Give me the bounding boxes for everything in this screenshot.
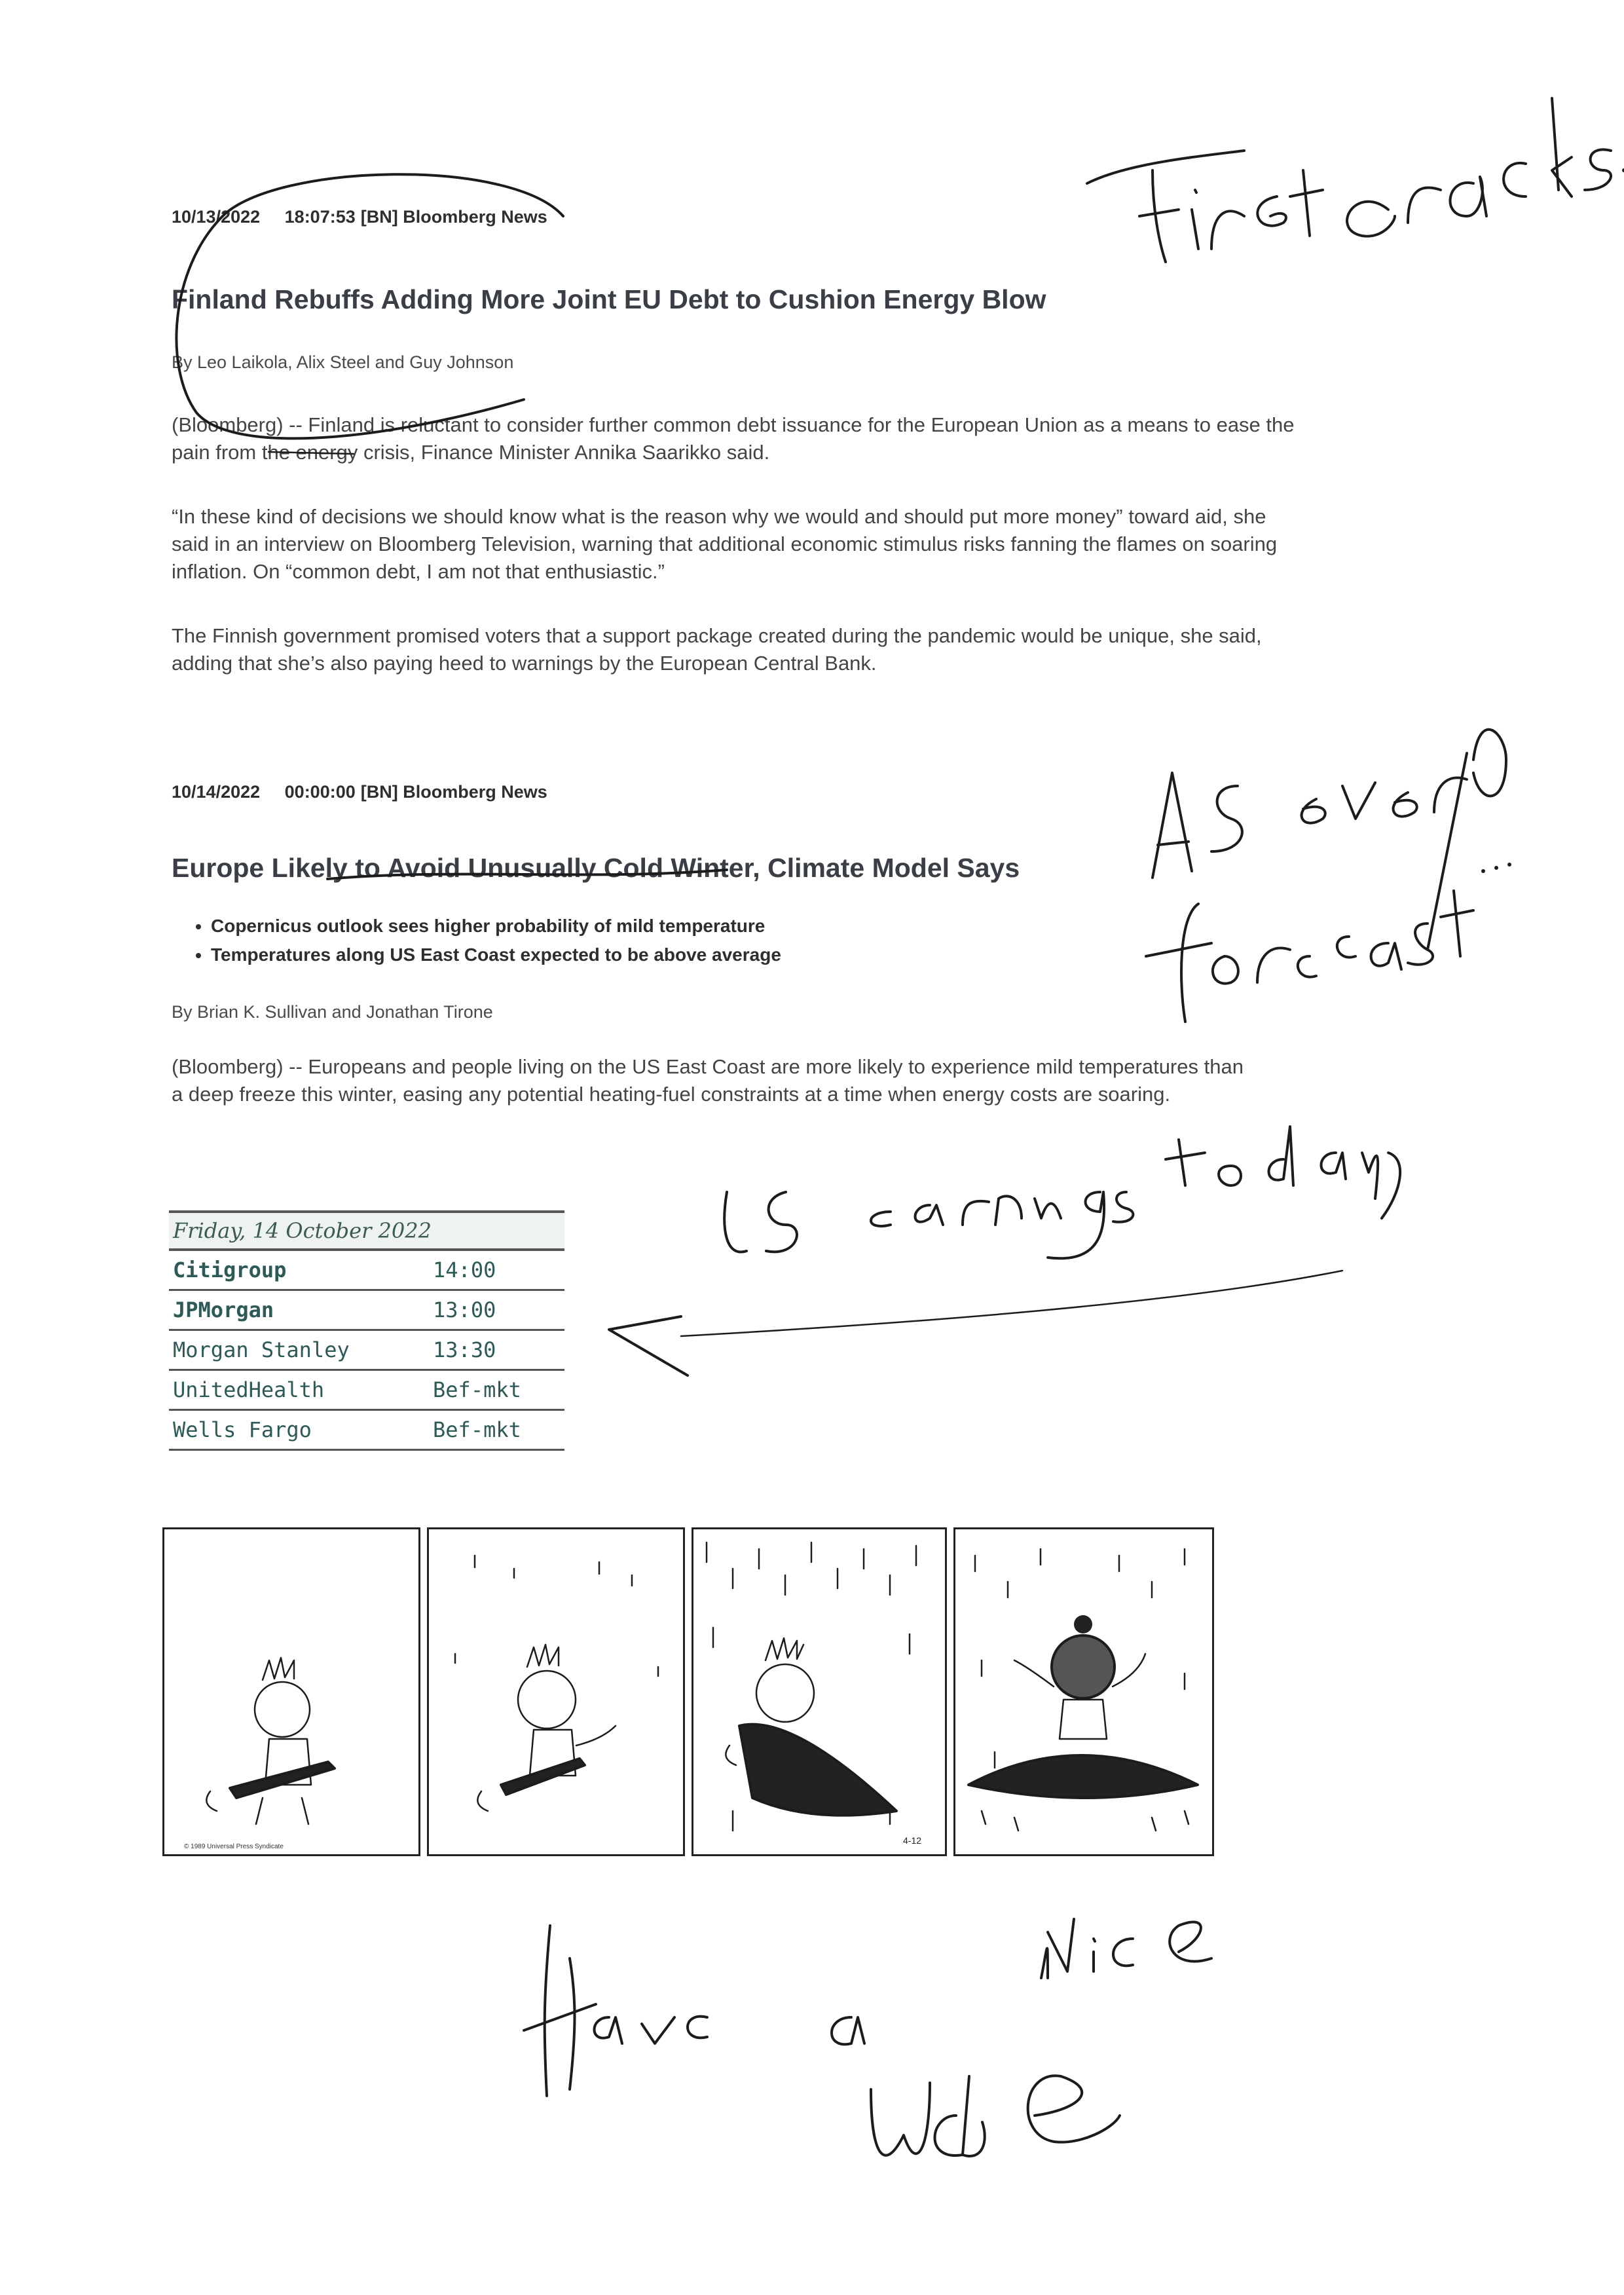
article1-date: 10/13/2022 (172, 207, 261, 227)
article2-time: 00:00:00 (284, 782, 356, 802)
comic-panel-1 (162, 1527, 420, 1856)
article1-dateline (172, 207, 567, 227)
time-cell: Bef-mkt (429, 1370, 564, 1410)
article1-paragraph-3: The Finnish government promised voters that a support package created during the pandemic would be unique, she said, adding that she’s also paying heed to warnings by the European Central Bank. (172, 624, 1262, 675)
table-row (169, 1250, 564, 1290)
article1-source: [BN] Bloomberg News (360, 207, 547, 227)
time-cell: 14:00 (429, 1250, 564, 1290)
note-first-cracks (1087, 98, 1624, 262)
comic-panel-2 (427, 1527, 685, 1856)
table-row (169, 1370, 564, 1410)
earnings-calendar-date: Friday, 14 October 2022 (169, 1212, 564, 1250)
comic-figure-icon (429, 1529, 683, 1854)
article2-bullet-2: • Temperatures along US East Coast expected to be above average (211, 944, 781, 965)
company-cell: Wells Fargo (169, 1410, 429, 1450)
article2-byline: By Brian K. Sullivan and Jonathan Tirone (172, 1002, 493, 1022)
note-us-earnings-today (609, 1127, 1400, 1375)
company-cell: Morgan Stanley (169, 1330, 429, 1370)
article1-paragraph-2: “In these kind of decisions we should know what is the reason why we would and should put more money” toward aid, she said in an interview on Bloomberg Television, warning that additional economic stimulus risks fanning the flames on soaring inflation. On “common debt, I am not that enthusiastic.” (172, 505, 1278, 583)
comic-date-mark: 4-12 (903, 1835, 922, 1846)
table-row (169, 1410, 564, 1450)
time-cell: 13:30 (429, 1330, 564, 1370)
article2-bullet-1: • Copernicus outlook sees higher probability of mild temperature (211, 916, 781, 937)
comic-panel-3 (692, 1527, 947, 1856)
comic-copyright: © 1989 Universal Press Syndicate (184, 1843, 284, 1850)
article1-byline: By Leo Laikola, Alix Steel and Guy Johnson (172, 352, 514, 372)
table-row (169, 1330, 564, 1370)
time-cell: 13:00 (429, 1290, 564, 1330)
article2-paragraph-1: (Bloomberg) -- Europeans and people living on the US East Coast are more likely to experience mild temperatures than a deep freeze this winter, easing any potential heating-fuel constraints at a time when energy costs are soaring. (172, 1055, 1244, 1106)
article1-paragraph-1: (Bloomberg) -- Finland is reluctant to consider further common debt issuance for the European Union as a means to ease the pain from the energy crisis, Finance Minister Annika Saarikko said. (172, 413, 1295, 464)
article2-dateline (172, 782, 567, 802)
comic-figure-icon (693, 1529, 945, 1854)
article1-time: 18:07:53 (284, 207, 356, 227)
article2-bullets (172, 916, 781, 973)
article2-date: 10/14/2022 (172, 782, 261, 802)
time-cell: Bef-mkt (429, 1410, 564, 1450)
company-cell: Citigroup (169, 1250, 429, 1290)
table-row (169, 1290, 564, 1330)
earnings-calendar-table (169, 1210, 564, 1451)
arrow-head (609, 1316, 688, 1375)
company-cell: JPMorgan (169, 1290, 429, 1330)
company-cell: UnitedHealth (169, 1370, 429, 1410)
comic-figure-icon (955, 1529, 1212, 1854)
arrow-line (681, 1271, 1342, 1336)
article2-headline: Europe Likely to Avoid Unusually Cold Winter, Climate Model Says (172, 853, 1020, 883)
note-have-a-nice-we (524, 1919, 1211, 2156)
comic-figure-icon (164, 1529, 418, 1854)
article1-headline: Finland Rebuffs Adding More Joint EU Debt to Cushion Energy Blow (172, 284, 1046, 314)
article2-source: [BN] Bloomberg News (360, 782, 547, 802)
comic-panel-4 (953, 1527, 1214, 1856)
note-as-every-forecast (1146, 730, 1511, 1022)
